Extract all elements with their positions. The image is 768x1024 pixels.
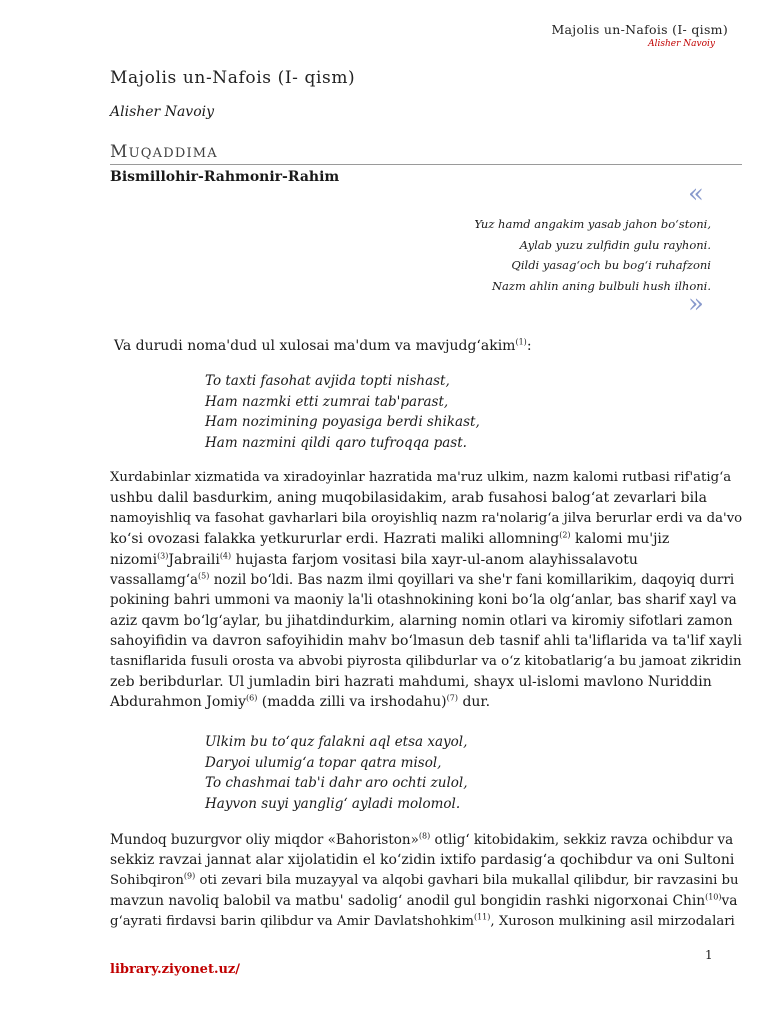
paragraph-line: aziz qavm bo‘lg‘aylar, bu jihatdindurkim, alarning nomin otlari va kiromiy sifotlari zamon [110, 612, 733, 629]
verse-line: Ham nazmki etti zumrai tab'parast, [205, 393, 449, 410]
close-quote-icon: » [688, 289, 704, 319]
footnote-ref[interactable]: (2) [559, 530, 571, 540]
footnote-ref[interactable]: (6) [245, 693, 258, 703]
paragraph-line: Xurdabinlar xizmatida va xiradoyinlar hazratida ma'ruz ulkim, nazm kalomi rutbasi rif'atig‘a [110, 470, 732, 485]
verse-block-2 [205, 732, 468, 814]
running-header-author: Alisher Navoiy [648, 39, 715, 49]
paragraph-line: nizomi$^{(3)}$Jabraili$^{(4)}$ hujasta farjom vositasi bila xayr-ul-anom alayhissalavotu [110, 550, 638, 568]
verse-line: Ham nozimining poyasiga berdi shikast, [205, 414, 480, 430]
paragraph-line: Sohibqiron$^{(9)}$ oti zevari bila muzayyal va alqobi gavhari bila mukallal qilibdur, bir ravzasini bu [110, 871, 739, 888]
footnote-ref[interactable]: (10) [705, 892, 722, 902]
verse-line: Ulkim bu to‘quz falakni aql etsa xayol, [205, 734, 468, 750]
footnote-ref[interactable]: (8) [418, 831, 431, 841]
footnote-ref[interactable]: (1) [515, 337, 527, 347]
paragraph-line: namoyishliq va fasohat gavharlari bila oroyishliq nazm ra'nolarig‘a jilva berurlar erdi va da'vo [110, 510, 743, 526]
verse-line: Aylab yuzu zulfidin gulu rayhoni. [519, 237, 711, 252]
paragraph-line: g‘ayrati firdavsi barin qilibdur va Amir Davlatshohkim$^{(11)}$, Xuroson mulkining asil mirzodalari [110, 912, 735, 929]
footer-link[interactable]: library.ziyonet.uz/ [110, 962, 241, 977]
paragraph-line: Abdurahmon Jomiy$^{(6)}$ (madda zilli va irshodahu)$^{(7)}$ dur. [110, 693, 491, 711]
verse-line: To chashmai tab'i dahr aro ochti zulol, [205, 775, 468, 791]
section-heading-capital: M [110, 142, 129, 162]
paragraph-line: sahoyifidin va davron safoyihidin mahv bo‘lmasun deb tasnif ahli ta'liflarida va ta'lif xayli [110, 633, 742, 650]
bismillah-heading: Bismillohir-Rahmonir-Rahim [110, 169, 340, 185]
footnote-ref[interactable]: (7) [446, 693, 458, 703]
paragraph-line: $vassallamg‘a^{(5)}$ nozil bo‘ldi. Bas nazm ilmi qoyillari va she'r fani komillarikim, daqoyiq durri [110, 571, 735, 589]
paragraph-line: mavzun navoliq balobil va matbu' sadolig‘ anodil gul bongidin rashki nigorxonai Chin$^{(10)}$va [110, 892, 738, 910]
paragraph-line: zeb beribdurlar. Ul jumladin biri hazrati mahdumi, shayx ul-islomi mavlono Nuriddin [110, 674, 712, 691]
verse-line: Qildi yasag‘och bu bog‘i ruhafzoni [511, 258, 711, 272]
paragraph-2 [110, 830, 742, 932]
footnote-ref[interactable]: (11) [473, 912, 491, 922]
paragraph-line: tasniflarida fusuli orosta va abvobi piyrosta qilibdurlar va o‘z kitobatlarig‘a bu jamoat zikridin [110, 653, 742, 669]
footnote-ref[interactable]: (5) [198, 571, 210, 581]
verse-line: Hayvon suyi yanglig‘ ayladi molomol. [205, 795, 461, 812]
verse-line: Daryoi ulumig‘a topar qatra misol, [205, 754, 442, 771]
verse-block-1 [205, 371, 480, 453]
verse-line: Yuz hamd angakim yasab jahon bo‘stoni, [474, 217, 711, 231]
running-header-title: Majolis un-Nafois (I- qism) [551, 22, 728, 37]
section-heading [110, 142, 742, 165]
verse-line: To taxti fasohat avjida topti nishast, [205, 373, 450, 389]
verse-line: Ham nazmini qildi qaro tufroqqa past. [205, 434, 467, 451]
document-title: Majolis un-Nafois (I- qism) [110, 68, 356, 88]
page-number: 1 [705, 948, 713, 962]
document-author: Alisher Navoiy [110, 104, 215, 120]
open-quote-icon: « [688, 179, 704, 209]
intro-line: Va durudi noma'dud ul xulosai ma'dum va mavjudg‘akim$^{(1)}$: [114, 337, 532, 354]
epigraph-verse [474, 214, 711, 296]
paragraph-line: sekkiz ravzai jannat alar xijolatidin el ko‘zidin ixtifo pardasig‘a qochibdur va oni Sultoni [110, 852, 735, 869]
paragraph-1 [110, 468, 742, 713]
footnote-ref[interactable]: (9) [183, 871, 196, 881]
verse-line: Nazm ahlin aning bulbuli hush ilhoni. [491, 278, 711, 293]
paragraph-line: pokining bahri ummoni va maoniy la'li otashnokining koni bo‘la olg‘anlar, bas sharif xayl va [110, 592, 737, 609]
footnote-ref[interactable]: (3) [157, 550, 169, 560]
footnote-ref[interactable]: (4) [219, 550, 232, 560]
paragraph-line: ko‘si ovozasi falakka yetkururlar erdi. Hazrati maliki allomning$^{(2)}$ kalomi mu'jiz [110, 530, 670, 548]
paragraph-line: Mundoq buzurgvor oliy miqdor «Bahoriston»$^{(8)}$ otlig‘ kitobidakim, sekkiz ravza ochibdur va [110, 831, 734, 848]
paragraph-line: ushbu dalil basdurkim, aning muqobilasidakim, arab fusahosi balog‘at zevarlari bila [110, 490, 707, 507]
section-heading-text: UQADDIMA [128, 146, 218, 161]
